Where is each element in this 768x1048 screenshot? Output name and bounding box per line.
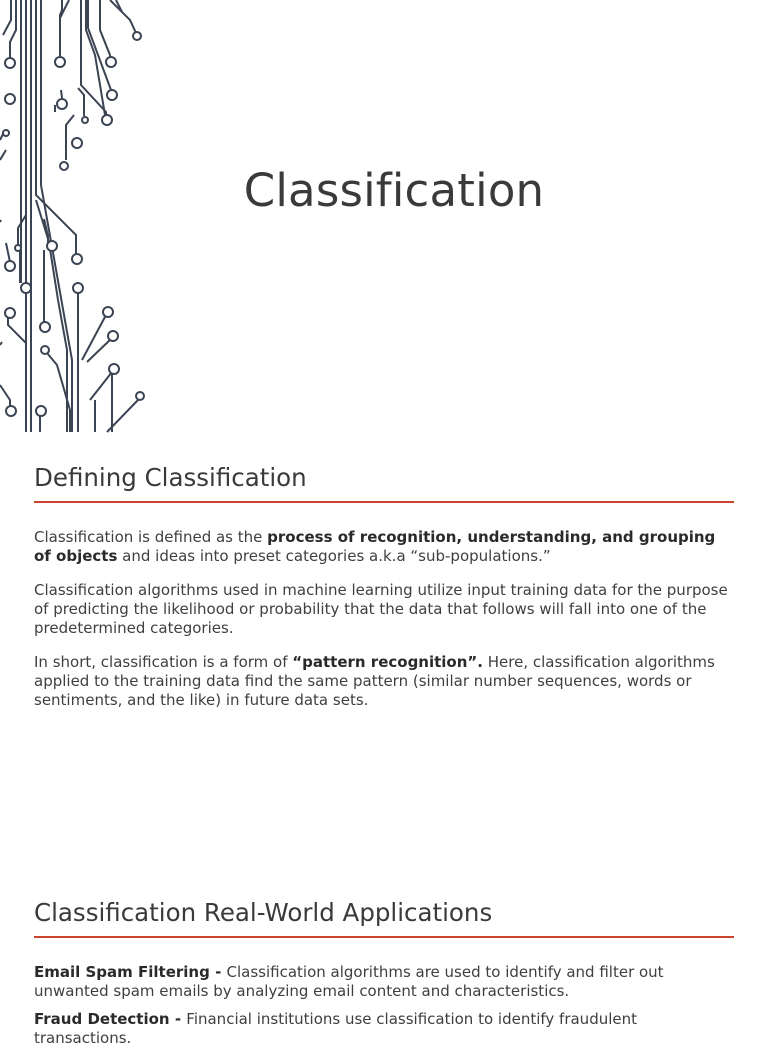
definition-paragraph: [34, 528, 734, 566]
section-heading: Classification Real-World Applications: [34, 899, 734, 938]
section-heading: Defining Classification: [34, 464, 734, 503]
application-title: Fraud Detection -: [34, 1010, 187, 1029]
pattern-paragraph: [34, 653, 734, 710]
paragraph-text: In short, classification is a form of: [34, 653, 293, 672]
application-item: [34, 1010, 734, 1048]
application-item: [34, 963, 734, 1001]
bold-text: “pattern recognition”.: [292, 653, 483, 672]
application-title: Email Spam Filtering -: [34, 963, 227, 982]
circuit-board-graphic: [0, 0, 150, 432]
bold-text: process of recognition, understanding, and grouping of objects: [34, 528, 716, 566]
applications-section: [34, 899, 734, 1048]
defining-classification-section: [34, 464, 734, 710]
slide-title: Classification: [243, 164, 545, 217]
paragraph-text: Here, classification algorithms applied to the training data find the same pattern (similar number sequences, words or sentiments, and the like) in future data sets.: [34, 653, 715, 710]
application-description: Classification algorithms are used to identify and filter out unwanted spam emails by analyzing email content and characteristics.: [34, 963, 664, 1001]
paragraph-text: and ideas into preset categories a.k.a “sub-populations.”: [117, 547, 551, 566]
paragraph-text: Classification is defined as the: [34, 528, 268, 547]
algorithm-paragraph: Classification algorithms used in machine learning utilize input training data for the purpose of predicting the likelihood or probability that the data that follows will fall into one of the predetermined categories.: [34, 581, 728, 638]
application-description: Financial institutions use classification to identify fraudulent transactions.: [34, 1010, 638, 1048]
